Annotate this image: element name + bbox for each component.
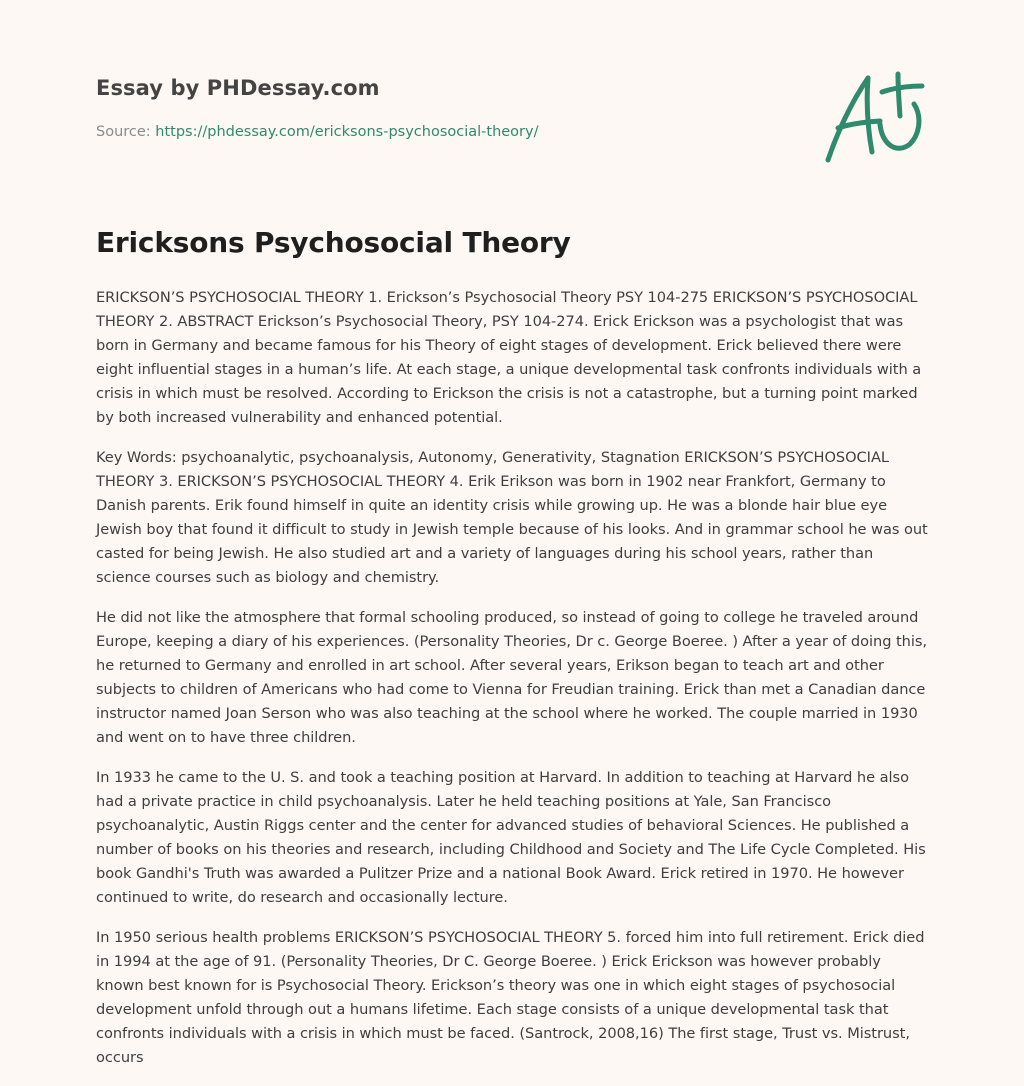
paragraph: ERICKSON’S PSYCHOSOCIAL THEORY 1. Erickson’s Psychosocial Theory PSY 104-275 ERICKSON’S PSYCHOSOCIAL THEORY 2. ABSTRACT Erickson’s Psychosocial Theory, PSY 104-274. Erick Erickson was a psychologist that was born in Germany and became famous for his Theory of eight stages of development. Erick believed there were eight influential stages in a human’s life. At each stage, a unique developmental task confronts individuals with a crisis in which must be resolved. According to Erickson the crisis is not a catastrophe, but a turning point marked by both increased vulnerability and enhanced potential. <box>96 289 922 426</box>
brand-title: Essay by PHDessay.com <box>96 76 380 100</box>
paragraph: In 1933 he came to the U. S. and took a teaching position at Harvard. In addition to teaching at Harvard he also had a private practice in child psychoanalysis. Later he held teaching positions at Yale, San Francisco psychoanalytic, Austin Riggs center and the center for advanced studies of behavioral Sciences. He published a number of books on his theories and research, including Childhood and Society and The Life Cycle Completed. His book Gandhi's Truth was awarded a Pulitzer Prize and a national Book Award. Erick retired in 1970. He however continued to write, do research and occasionally lecture. <box>96 769 926 906</box>
essay-title: Ericksons Psychosocial Theory <box>96 226 571 259</box>
a-plus-logo-icon <box>824 66 928 166</box>
source-link[interactable]: https://phdessay.com/ericksons-psychosocial-theory/ <box>155 124 539 140</box>
paragraph: Key Words: psychoanalytic, psychoanalysis, Autonomy, Generativity, Stagnation ERICKSON’S PSYCHOSOCIAL THEORY 3. ERICKSON’S PSYCHOSOCIAL THEORY 4. Erik Erikson was born in 1902 near Frankfort, Germany to Danish parents. Erik found himself in quite an identity crisis while growing up. He was a blonde hair blue eye Jewish boy that found it difficult to study in Jewish temple because of his looks. And in grammar school he was out casted for being Jewish. He also studied art and a variety of languages during his school years, rather than science courses such as biology and chemistry. <box>96 449 928 586</box>
source-label: Source: <box>96 124 156 140</box>
source-line <box>96 124 539 140</box>
essay-body <box>96 286 932 1086</box>
paragraph: In 1950 serious health problems ERICKSON’S PSYCHOSOCIAL THEORY 5. forced him into full retirement. Erick died in 1994 at the age of 91. (Personality Theories, Dr C. George Boeree. ) Erick Erickson was however probably known best known for is Psychosocial Theory. Erickson’s theory was one in which eight stages of psychosocial development unfold through out a humans lifetime. Each stage consists of a unique developmental task that confronts individuals with a crisis in which must be faced. (Santrock, 2008,16) The first stage, Trust vs. Mistrust, occurs <box>96 929 925 1066</box>
paragraph: He did not like the atmosphere that formal schooling produced, so instead of going to college he traveled around Europe, keeping a diary of his experiences. (Personality Theories, Dr c. George Boeree. ) After a year of doing this, he returned to Germany and enrolled in art school. After several years, Erikson began to teach art and other subjects to children of Americans who had come to Vienna for Freudian training. Erick than met a Canadian dance instructor named Joan Serson who was also teaching at the school where he worked. The couple married in 1930 and went on to have three children. <box>96 609 928 746</box>
